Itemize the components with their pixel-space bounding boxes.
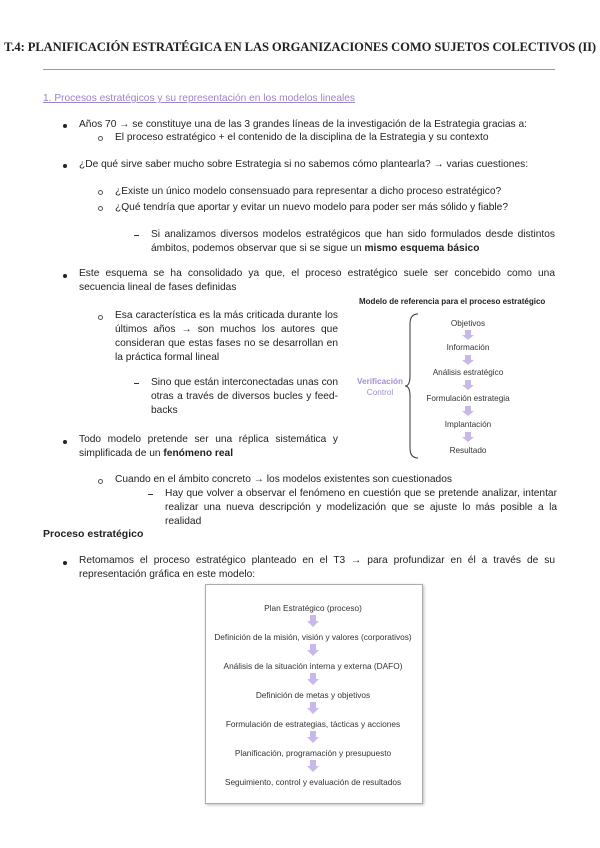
flow-step: Definición de la misión, visión y valores (corporativos) — [214, 632, 412, 642]
sub-bullet-text: ¿Existe un único modelo consensuado para representar a dicho proceso estratégico? — [115, 186, 502, 197]
down-arrow-icon — [307, 644, 319, 656]
down-arrow-icon — [462, 330, 474, 340]
sub-bullet-icon — [98, 136, 103, 141]
bullet-icon — [63, 164, 67, 168]
diagram-side-label-control: Control — [366, 388, 394, 397]
bullet-icon — [63, 440, 67, 444]
bullet-icon — [63, 274, 67, 278]
dash-marker — [134, 383, 139, 384]
sub-bullet-icon — [98, 190, 103, 195]
sub-bullet-icon — [98, 479, 103, 484]
bullet-text-bold: fenómeno real — [163, 448, 234, 459]
sub-bullet-text: El proceso estratégico + el contenido de la disciplina de la Estrategia y su contexto — [115, 132, 489, 143]
diagram-step: Objetivos — [450, 319, 486, 328]
diagram-step: Información — [446, 343, 490, 352]
dash-text: Sino que están interconectadas unas con otras a través de diversos bucles y feed-backs — [151, 377, 338, 416]
flow-step: Análisis de la situación interna y externa (DAFO) — [223, 661, 403, 671]
section-heading-link[interactable]: 1. Procesos estratégicos y su representación en los modelos lineales — [43, 93, 356, 104]
dash-text-bold: mismo esquema básico — [364, 243, 480, 254]
page-title: T.4: PLANIFICACIÓN ESTRATÉGICA EN LAS ORGANIZACIONES COMO SUJETOS COLECTIVOS (II) — [3, 40, 597, 54]
diagram-step: Análisis estratégico — [432, 368, 504, 377]
flow-step: Plan Estratégico (proceso) — [264, 603, 362, 613]
flow-step: Formulación de estrategias, tácticas y acciones — [225, 719, 401, 729]
down-arrow-icon — [462, 380, 474, 390]
down-arrow-icon — [307, 615, 319, 627]
sub-bullet-text: Esa característica es la más criticada durante los últimos años → son muchos los autores que consideran que estas fases no se desarrollan en la práctica formal lineal — [115, 310, 338, 363]
bullet-text — [79, 433, 338, 461]
dash-text: Hay que volver a observar el fenómeno en cuestión que se pretende analizar, intentar realizar una nueva descripción y modelización que se ajuste lo más posible a la realidad — [165, 488, 557, 527]
bullet-text: Retomamos el proceso estratégico planteado en el T3 → para profundizar en él a través de su representación gráfica en este modelo: — [79, 555, 555, 580]
bullet-text: Años 70 → se constituye una de las 3 grandes líneas de la investigación de la Estrategia gracias a: — [79, 119, 527, 130]
bullet-icon — [63, 124, 67, 128]
diagram-step: Resultado — [449, 446, 487, 455]
bullet-text: Este esquema se ha consolidado ya que, el proceso estratégico suele ser concebido como una secuencia lineal de fases definidas — [79, 268, 555, 293]
flow-step: Seguimiento, control y evaluación de resultados — [224, 777, 402, 787]
dash-text-plain: Si analizamos diversos modelos estratégicos que han sido formulados desde distintos ámbitos, podemos observar que si se sigue un — [151, 229, 555, 254]
bullet-text-plain: Todo modelo pretende ser una réplica sistemática y simplificada de un — [79, 434, 338, 459]
bullet-icon — [63, 561, 67, 565]
down-arrow-icon — [307, 760, 319, 772]
section-subheading: Proceso estratégico — [43, 528, 144, 540]
flow-step: Planificación, programación y presupuesto — [234, 748, 392, 758]
dash-marker — [148, 494, 153, 495]
sub-bullet-text: Cuando en el ámbito concreto → los modelos existentes son cuestionados — [115, 474, 452, 485]
down-arrow-icon — [462, 432, 474, 442]
diagram-side-label-verification: Verificación — [357, 377, 403, 386]
down-arrow-icon — [462, 406, 474, 416]
bullet-text: ¿De qué sirve saber mucho sobre Estrategia si no sabemos cómo plantearla? → varias cuestiones: — [79, 159, 529, 170]
diagram-step: Formulación estrategia — [426, 394, 510, 403]
down-arrow-icon — [307, 702, 319, 714]
flow-step: Definición de metas y objetivos — [255, 690, 371, 700]
diagram-step: Implantación — [444, 420, 492, 429]
title-divider — [43, 69, 555, 70]
down-arrow-icon — [307, 673, 319, 685]
diagram-title: Modelo de referencia para el proceso estratégico — [359, 297, 546, 306]
down-arrow-icon — [462, 355, 474, 365]
dash-text — [151, 228, 555, 256]
sub-bullet-text: ¿Qué tendría que aportar y evitar un nuevo modelo para poder ser más sólido y fiable? — [115, 202, 509, 213]
dash-marker — [134, 235, 139, 236]
sub-bullet-icon — [98, 315, 103, 320]
sub-bullet-icon — [98, 206, 103, 211]
down-arrow-icon — [307, 731, 319, 743]
